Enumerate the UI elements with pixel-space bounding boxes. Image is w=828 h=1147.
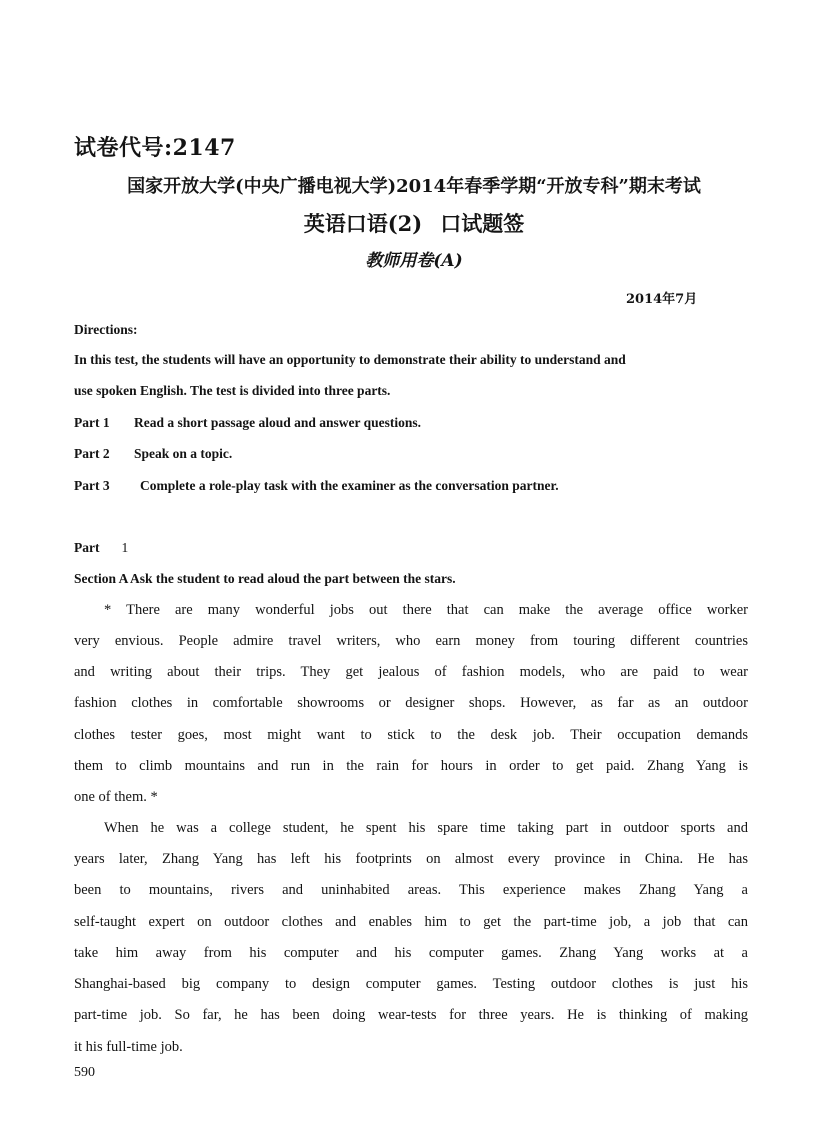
passage-line: years later, Zhang Yang has left his footprints on almost every province in China. He has [74,851,748,867]
part-1-instruction [74,415,421,431]
passage-line: fashion clothes in comfortable showrooms or designer shops. However, as far as an outdoor [74,695,748,711]
passage-line: been to mountains, rivers and uninhabited areas. This experience makes Zhang Yang a [74,882,748,898]
directions-line-1: In this test, the students will have an opportunity to demonstrate their ability to understand and [74,352,626,367]
passage-line: take him away from his computer and his computer games. Zhang Yang works at a [74,945,748,961]
passage-line: and writing about their trips. They get jealous of fashion models, who are paid to wear [74,664,748,680]
part-3-instruction [74,478,559,494]
directions-line-2: use spoken English. The test is divided into three parts. [74,383,391,398]
part-label: Part 1 [74,415,110,430]
part-label: Part 3 [74,478,110,493]
exam-title: 国家开放大学(中央广播电视大学)2014年春季学期“开放专科”期末考试 [127,176,701,197]
passage-line: Shanghai-based big company to design computer games. Testing outdoor clothes is just his [74,976,748,992]
subject-title [0,208,828,238]
part-2-instruction [74,446,232,462]
section-text: Ask the student to read aloud the part between the stars. [130,571,456,586]
paper-type: 教师用卷(A) [365,251,463,271]
part-heading-number: 1 [121,540,129,555]
passage-line: them to climb mountains and run in the rain for hours in order to get paid. Zhang Yang is [74,758,748,774]
passage-line: one of them. * [74,789,158,805]
passage-line: When he was a college student, he spent his spare time taking part in outdoor sports and [104,820,748,836]
part-text: Complete a role-play task with the examiner as the conversation partner. [140,478,559,493]
part-text: Speak on a topic. [134,446,233,461]
subject-type: 口试题签 [440,211,525,236]
section-label: Section A [74,571,129,586]
section-a-instruction [74,571,456,587]
subject-name: 英语口语(2) [303,211,423,236]
part-heading-label: Part [74,540,100,555]
paper-code: 试卷代号:2147 [74,135,236,161]
part-text: Read a short passage aloud and answer questions. [134,415,422,430]
directions-label: Directions: [74,322,138,337]
part-1-heading [74,540,128,556]
passage-line: * There are many wonderful jobs out there that can make the average office worker [104,602,748,618]
exam-date: 2014年7月 [626,292,698,307]
passage-line: clothes tester goes, most might want to stick to the desk job. Their occupation demands [74,727,748,743]
part-label: Part 2 [74,446,110,461]
passage-line: very envious. People admire travel writers, who earn money from touring different countries [74,633,748,649]
passage-line: part-time job. So far, he has been doing wear-tests for three years. He is thinking of making [74,1007,748,1023]
page-number: 590 [74,1065,95,1080]
passage-line: self-taught expert on outdoor clothes and enables him to get the part-time job, a job that can [74,914,748,930]
passage-line: it his full-time job. [74,1039,183,1055]
